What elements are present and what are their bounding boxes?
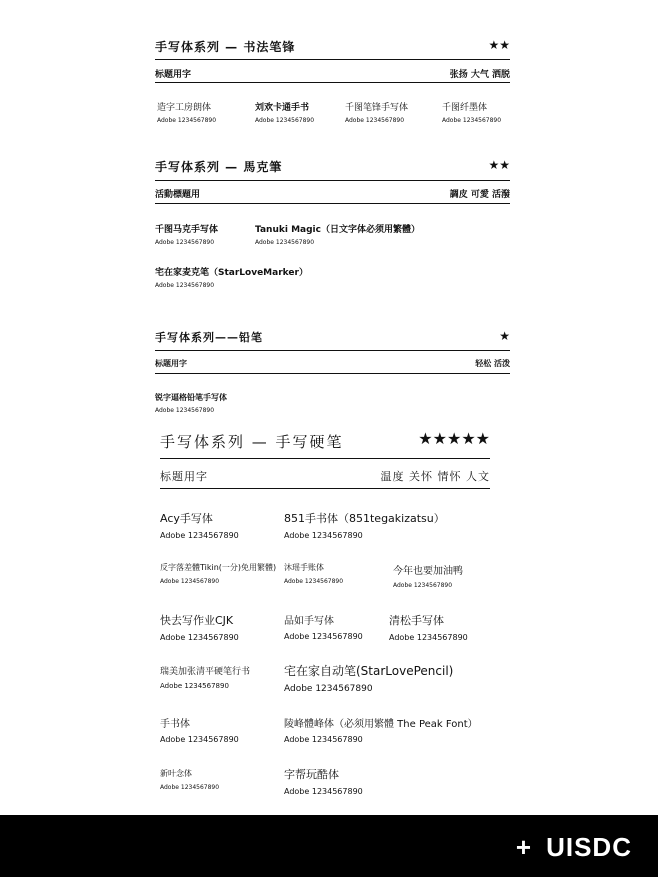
font-item	[284, 562, 343, 585]
font-item	[255, 222, 420, 246]
font-sample: Adobe 1234567890	[284, 735, 363, 744]
section-marker	[155, 158, 510, 293]
font-sample: Adobe 1234567890	[160, 633, 239, 642]
brand-name: UISDC	[546, 832, 632, 862]
font-name: Acy手写体	[160, 512, 213, 525]
font-sample: Adobe 1234567890	[442, 117, 502, 124]
font-sample: Adobe 1234567890	[284, 578, 344, 585]
font-sample: Adobe 1234567890	[389, 633, 468, 642]
font-sample: Adobe 1234567890	[284, 684, 373, 694]
section-tags: 张扬 大气 洒脱	[449, 70, 510, 80]
divider	[155, 203, 510, 204]
font-name: 千图纤墨体	[442, 103, 488, 113]
divider	[155, 82, 510, 83]
font-name: 新叶念体	[160, 769, 192, 778]
brand-logo	[516, 832, 632, 863]
font-item	[284, 612, 363, 641]
font-item	[157, 100, 216, 124]
font-name: 宅在家自动笔(StarLovePencil)	[284, 664, 454, 678]
font-sample: Adobe 1234567890	[393, 582, 453, 589]
font-sample: Adobe 1234567890	[284, 531, 363, 540]
font-item	[160, 612, 239, 642]
font-name: 手书体	[160, 719, 190, 730]
font-item	[160, 768, 219, 791]
section-title: 手写体系列 — 书法笔锋	[155, 40, 296, 54]
font-item	[345, 100, 408, 124]
font-name: 造字工房朗体	[157, 103, 212, 113]
font-name: 沐瑶手账体	[284, 563, 324, 572]
divider	[155, 373, 510, 374]
section-subtitle: 标题用字	[160, 470, 208, 483]
font-item	[155, 222, 218, 246]
font-name: 锐字逼格铅笔手写体	[155, 393, 227, 402]
rating-stars: ★	[499, 329, 510, 343]
font-item	[155, 265, 308, 289]
divider	[160, 458, 490, 459]
section-subtitle: 标题用字	[155, 70, 192, 80]
divider	[155, 180, 510, 181]
font-sample: Adobe 1234567890	[160, 784, 220, 791]
font-item	[160, 510, 239, 540]
plus-icon: +	[515, 832, 533, 862]
section-pencil	[155, 329, 510, 419]
font-item	[284, 766, 363, 796]
font-item	[442, 100, 501, 124]
rating-stars: ★★	[488, 38, 510, 52]
font-item	[284, 662, 453, 694]
font-name: 反字落差體Tikin(一分)免用繁體)	[160, 563, 277, 572]
font-name: 千图笔锋手写体	[345, 103, 409, 113]
divider	[160, 488, 490, 489]
section-tags: 轻松 活泼	[475, 359, 510, 368]
section-tags: 温度 关怀 情怀 人文	[380, 470, 490, 483]
section-tags: 調皮 可愛 活潑	[449, 190, 510, 200]
font-item	[160, 664, 250, 690]
section-title: 手写体系列——铅笔	[155, 331, 263, 344]
font-sample: Adobe 1234567890	[155, 282, 215, 289]
rating-stars: ★★	[488, 158, 510, 172]
font-sample: Adobe 1234567890	[155, 239, 215, 246]
font-sample: Adobe 1234567890	[284, 787, 363, 796]
font-item	[160, 715, 239, 744]
font-item	[284, 510, 445, 540]
font-item	[389, 612, 468, 642]
font-sample: Adobe 1234567890	[157, 117, 217, 124]
font-name: 品如手写体	[284, 616, 334, 627]
section-calligraphy	[155, 38, 510, 128]
font-sample: Adobe 1234567890	[284, 632, 363, 641]
font-sample: Adobe 1234567890	[345, 117, 405, 124]
font-sample: Adobe 1234567890	[160, 682, 229, 690]
section-subtitle: 活動標題用	[155, 190, 201, 200]
rating-stars: ★★★★★	[418, 429, 490, 448]
font-name: 851手书体（851tegakizatsu）	[284, 512, 445, 525]
font-name: 字帮玩酷体	[284, 768, 339, 781]
font-name: 快去写作业CJK	[160, 614, 234, 627]
divider	[155, 59, 510, 60]
font-name: 瑞美加张清平硬笔行书	[160, 667, 251, 677]
font-name: 宅在家麦克笔（StarLoveMarker）	[155, 268, 308, 278]
font-item	[155, 392, 227, 414]
font-name: 清松手写体	[389, 614, 444, 627]
divider	[155, 350, 510, 351]
section-title: 手写体系列 — 馬克筆	[155, 160, 283, 174]
font-name: 刘欢卡通手书	[255, 103, 310, 113]
section-subtitle: 标题用字	[155, 359, 187, 368]
font-sample: Adobe 1234567890	[255, 239, 315, 246]
font-sample: Adobe 1234567890	[160, 531, 239, 540]
font-sample: Adobe 1234567890	[155, 407, 215, 414]
section-hard-pen	[160, 431, 490, 806]
font-sample: Adobe 1234567890	[160, 578, 220, 585]
font-sample: Adobe 1234567890	[160, 735, 239, 744]
font-name: 今年也要加油鸭	[393, 566, 463, 577]
font-sample: Adobe 1234567890	[255, 117, 315, 124]
font-item	[284, 715, 478, 744]
font-item	[393, 562, 463, 589]
font-item	[160, 562, 276, 585]
font-item	[255, 100, 314, 124]
font-name: 千图马克手写体	[155, 225, 219, 235]
font-name: 陵峰體峰体（必须用繁體 The Peak Font）	[284, 719, 478, 730]
font-name: Tanuki Magic（日文字体必须用繁體）	[255, 225, 420, 235]
footer-bar	[0, 815, 658, 877]
section-title: 手写体系列 — 手写硬笔	[160, 433, 344, 451]
